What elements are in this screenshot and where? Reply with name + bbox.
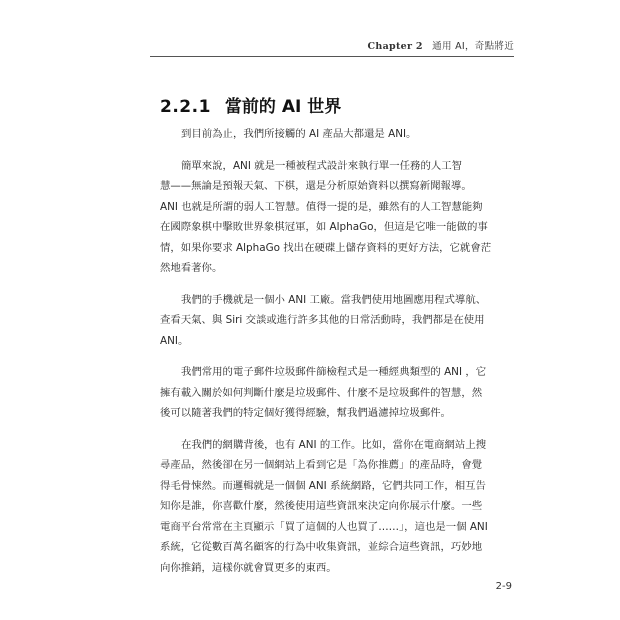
chapter-label: Chapter 2 <box>367 41 423 52</box>
paragraph: 我們的手機就是一個小 ANI 工廠。當我們使用地圖應用程式導航、 查看天氣、與 Siri 交談或進行許多其他的日常活動時，我們都是在使用 ANI。 <box>160 293 487 347</box>
paragraph: 我們常用的電子郵件垃圾郵件篩檢程式是一種經典類型的 ANI ，它 擁有載入關於如何判斷什麼是垃圾郵件、什麼不是垃圾郵件的智慧，然 後可以隨著我們的特定個好獲得經驗，幫我們過濾掉垃圾郵件。 <box>160 366 487 419</box>
paragraph: 在我們的網購背後，也有 ANI 的工作。比如，當你在電商網站上搜 尋產品，然後卻在另一個網站上看到它是「為你推薦」的產品時，會覺 得毛骨悚然。而邏輯就是一個個 ANI 系統網路，它們共同工作，相互告 知你是誰，你喜歡什麼，然後使用這些資訊來決定向你展示什麼。一些 電商平台常常在主頁顯示「買了這個的人也買了……」，這也是一個 ANI 系統，它從數百萬名顧客的行為中收集資訊，並綜合這些資訊，巧妙地 向你推銷，這樣你就會買更多的東西。 <box>160 438 488 574</box>
section-heading <box>160 92 341 117</box>
paragraph: 到目前為止，我們所接觸的 AI 產品大都還是 ANI。 <box>181 128 417 140</box>
section-title: 當前的 AI 世界 <box>224 97 342 117</box>
header-divider <box>150 56 514 57</box>
paragraph: 簡單來說，ANI 就是一種被程式設計來執行單一任務的人工智 慧——無論是預報天氣、下棋，還是分析原始資料以撰寫新聞報導。 ANI 也就是所謂的弱人工智慧。值得一提的是，雖然有的人工智慧能夠 在國際象棋中擊敗世界象棋冠軍，如 AlphaGo，但這是它唯一能做的事 情，如果你要求 AlphaGo 找出在硬碟上儲存資料的更好方法，它就會茫 然地看著你。 <box>160 159 492 274</box>
running-header <box>150 38 514 54</box>
section-number: 2.2.1 <box>160 97 211 117</box>
page-number: 2-9 <box>495 581 512 592</box>
chapter-title: 通用 AI，奇點將近 <box>432 41 514 52</box>
body-text <box>160 124 512 589</box>
